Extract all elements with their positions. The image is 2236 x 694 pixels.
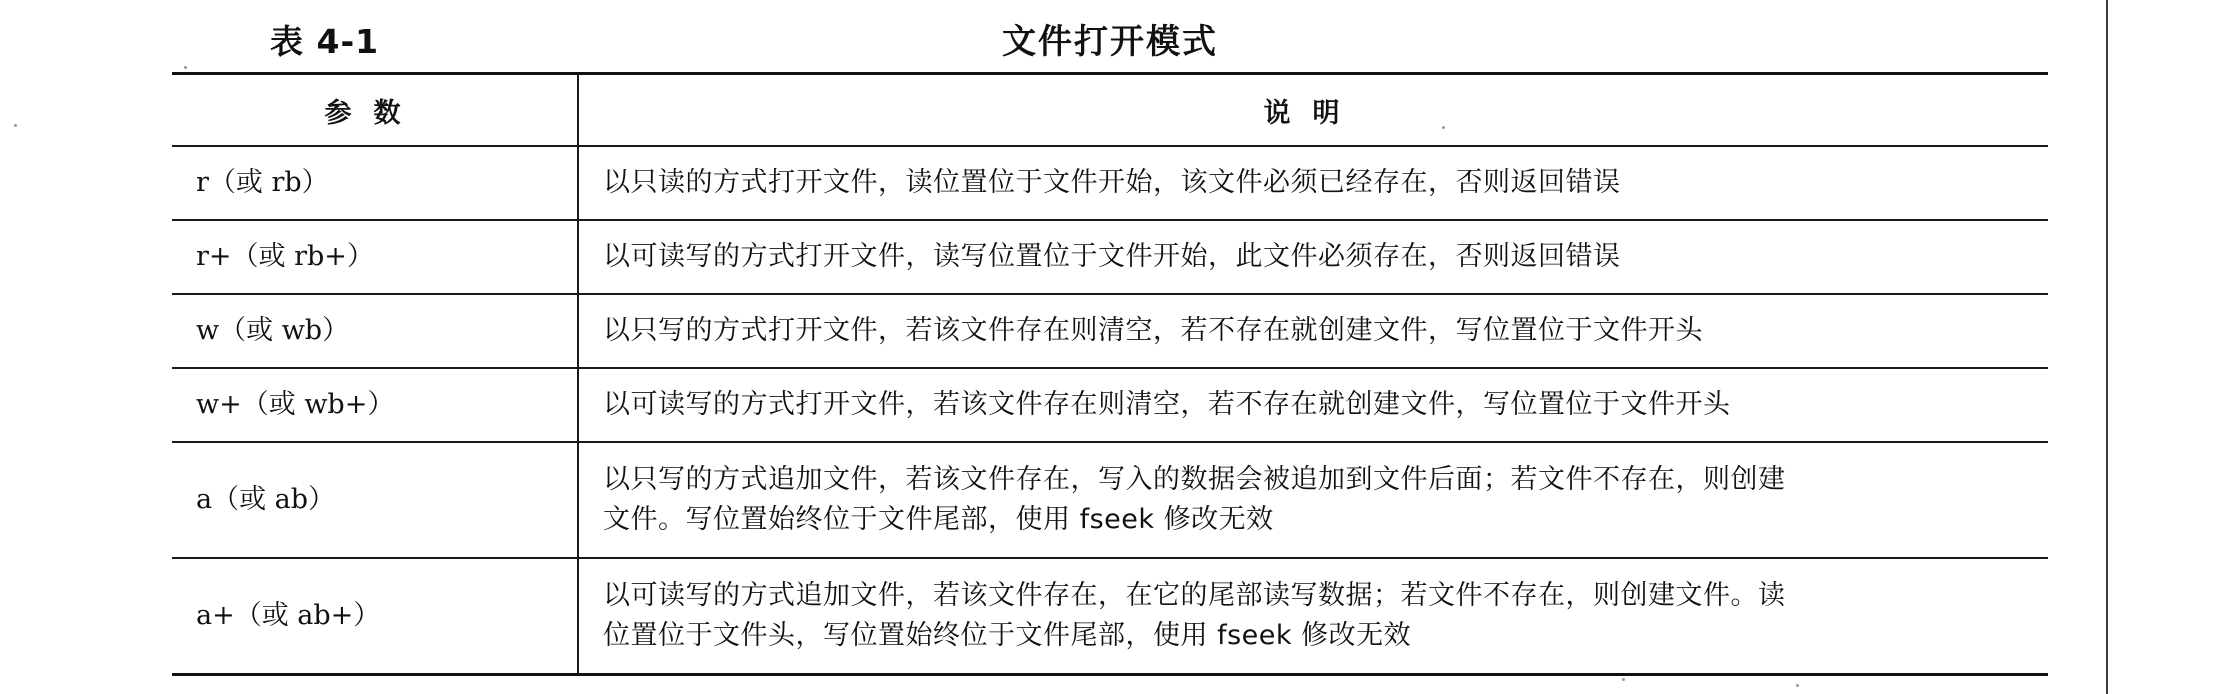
scan-speck bbox=[14, 124, 17, 127]
description-cell bbox=[578, 442, 2048, 558]
param-cell: w+（或 wb+） bbox=[172, 368, 578, 442]
param-cell: a（或 ab） bbox=[172, 442, 578, 558]
page-edge-line bbox=[2106, 0, 2108, 694]
table-row bbox=[172, 442, 2048, 558]
description-line: 文件。写位置始终位于文件尾部，使用 fseek 修改无效 bbox=[603, 504, 1274, 535]
description-cell: 以可读写的方式打开文件，读写位置位于文件开始，此文件必须存在，否则返回错误 bbox=[578, 220, 2048, 294]
param-cell: r（或 rb） bbox=[172, 146, 578, 220]
table-caption bbox=[172, 12, 2048, 72]
table-title: 文件打开模式 bbox=[1002, 22, 1218, 62]
scan-speck bbox=[184, 66, 187, 69]
header-description: 说明 bbox=[578, 74, 2048, 147]
description-cell bbox=[578, 558, 2048, 675]
table-row bbox=[172, 294, 2048, 368]
description-line: 以可读写的方式追加文件，若该文件存在，在它的尾部读写数据；若文件不存在，则创建文件。读 bbox=[603, 580, 1786, 611]
file-open-modes-table bbox=[172, 72, 2048, 676]
table-header-row bbox=[172, 74, 2048, 147]
header-param: 参数 bbox=[172, 74, 578, 147]
table-number: 表 4-1 bbox=[270, 22, 380, 61]
table-row bbox=[172, 220, 2048, 294]
table-row bbox=[172, 146, 2048, 220]
description-cell: 以只读的方式打开文件，读位置位于文件开始，该文件必须已经存在，否则返回错误 bbox=[578, 146, 2048, 220]
description-cell: 以只写的方式打开文件，若该文件存在则清空，若不存在就创建文件，写位置位于文件开头 bbox=[578, 294, 2048, 368]
scan-speck bbox=[1622, 678, 1625, 681]
description-line: 以只写的方式追加文件，若该文件存在，写入的数据会被追加到文件后面；若文件不存在，则创建 bbox=[603, 464, 1786, 495]
description-line: 位置位于文件头，写位置始终位于文件尾部，使用 fseek 修改无效 bbox=[603, 620, 1412, 651]
table-row bbox=[172, 558, 2048, 675]
scan-speck bbox=[1442, 126, 1445, 129]
param-cell: r+（或 rb+） bbox=[172, 220, 578, 294]
scan-speck bbox=[1796, 684, 1799, 687]
param-cell: a+（或 ab+） bbox=[172, 558, 578, 675]
description-cell: 以可读写的方式打开文件，若该文件存在则清空，若不存在就创建文件，写位置位于文件开头 bbox=[578, 368, 2048, 442]
param-cell: w（或 wb） bbox=[172, 294, 578, 368]
table-row bbox=[172, 368, 2048, 442]
